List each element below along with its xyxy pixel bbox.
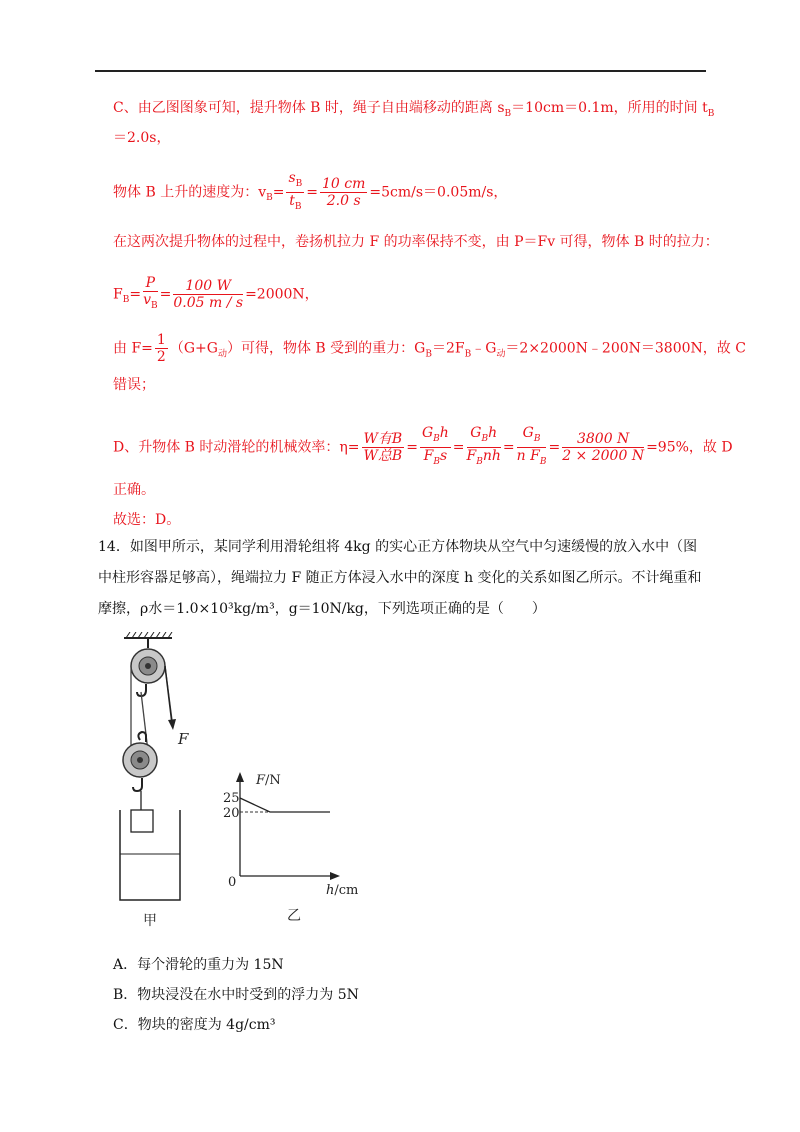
force-series-line bbox=[240, 798, 330, 812]
pulley-diagram bbox=[110, 632, 205, 932]
speed-formula: 物体 B 上升的速度为：$v_B=$ $\frac{s_B}{t_B}$ = $\frac{10 cm}{2.0 s}$ =5cm/s＝0.05m/s， bbox=[113, 170, 508, 212]
header-rule bbox=[95, 70, 706, 72]
force-formula: $F_B=$ $\frac{P}{v_B}$ = $\frac{100 W}{0.05 m / s}$ =2000N， bbox=[113, 275, 319, 311]
force-label: F bbox=[178, 730, 189, 748]
y-tick-20: 20 bbox=[223, 806, 240, 821]
gravity-tail: 错误； bbox=[113, 377, 155, 393]
option-b: B．物块浸没在水中时受到的浮力为 5N bbox=[113, 987, 359, 1003]
figure-yi-label: 乙 bbox=[287, 908, 301, 924]
option-a: A．每个滑轮的重力为 15N bbox=[113, 957, 284, 973]
gravity-formula: 由 F= $\frac{1}{2}$ $(G+G_动)$可得，物体 B 受到的重力：$G_B=2F_B﹣G_动=2\times 2000N﹣200N=3800N$，故 C bbox=[113, 332, 746, 365]
power-line: 在这两次提升物体的过程中，卷扬机拉力 F 的功率保持不变，由 P＝Fv 可得，物体 B 时的拉力： bbox=[113, 234, 719, 250]
solution-c-line2: ＝2.0s， bbox=[113, 130, 171, 146]
origin-label: 0 bbox=[228, 875, 237, 890]
efficiency-formula: D、升物体 B 时动滑轮的机械效率：η= $\frac{\text{W有B}}{\text{W总B}}$ = $\frac{G_Bℎ}{F_Bs}$ = $\frac{G_Bℎ}{F_Bnℎ}$ = $\frac{G_B}{n F_B}$ = $\frac{3800 N}{2 \times 2000 N}$ =95%，故 D bbox=[113, 425, 733, 467]
solution-c-line1: C、由乙图图象可知，提升物体 B 时，绳子自由端移动的距离 $s_B=10cm=0.1m$，所用的时间 $t_B$ bbox=[113, 100, 715, 119]
svg-text:F/N: F/N bbox=[256, 773, 281, 788]
y-tick-25: 25 bbox=[223, 791, 240, 806]
answer-line: 故选：D。 bbox=[113, 512, 181, 528]
option-c: C．物块的密度为 4g/cm³ bbox=[113, 1017, 276, 1033]
efficiency-tail: 正确。 bbox=[113, 482, 155, 498]
force-depth-graph bbox=[222, 768, 367, 933]
svg-text:h/cm: h/cm bbox=[326, 883, 359, 898]
figure-jia-label: 甲 bbox=[143, 913, 157, 929]
question-14-text: 14．如图甲所示，某同学利用滑轮组将 4kg 的实心正方体物块从空气中匀速缓慢的放入水中（图中柱形容器足够高），绳端拉力 F 随正方体浸入水中的深度 h 变化的关系如图乙所示。不计绳重和摩擦，ρ水＝1.0×10³kg/m³，g＝10N/kg，下列选项正确的是（ ） bbox=[98, 539, 702, 617]
